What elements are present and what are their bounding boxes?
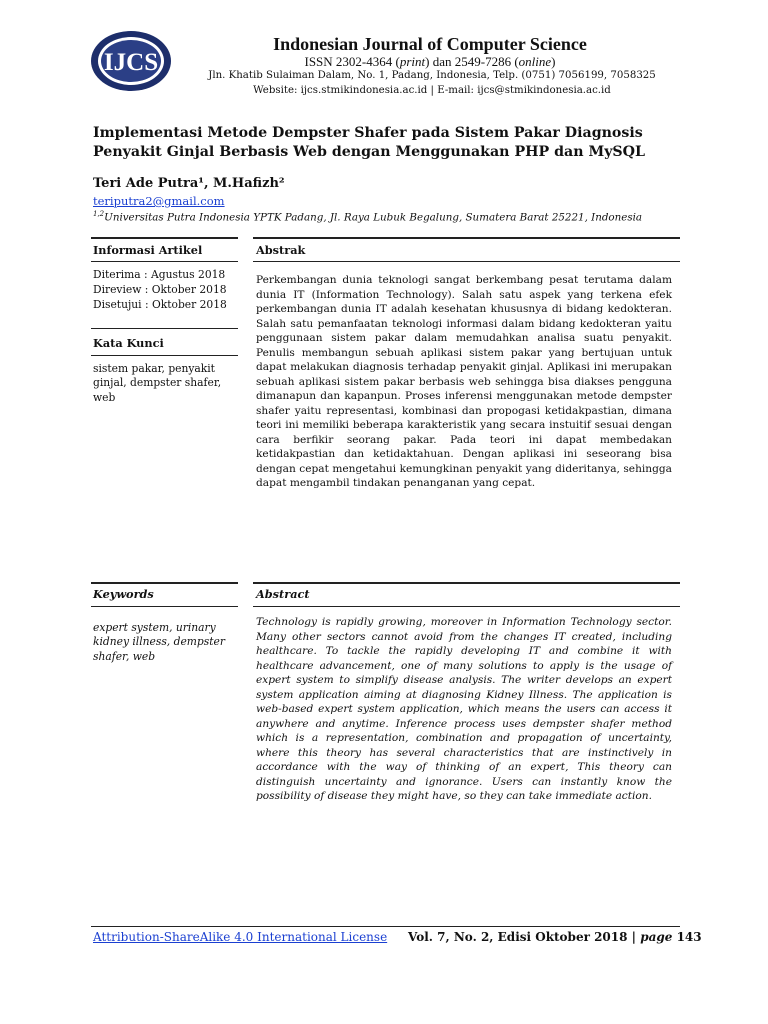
logo-text: IJCS <box>103 49 159 76</box>
divider <box>253 606 680 607</box>
kata-kunci-heading: Kata Kunci <box>93 336 164 350</box>
reviewed-date: Direview : Oktober 2018 <box>93 283 227 296</box>
divider <box>91 328 238 329</box>
volume-text: Vol. 7, No. 2, Edisi Oktober 2018 | <box>408 930 641 944</box>
abstract-text: Technology is rapidly growing, moreover in Information Technology sector. Many other sectors cannot avoid from the changes IT created, including healthcare. To tackle the rapidly developing IT and combine it with healthcare advancement, one of many solutions to apply is the usage of expert system to simplify disease analysis. The writer develops an expert system application aiming at diagnosing Kidney Illness. The application is web-based expert system application, which means the users can access it anywhere and anytime. Inference process uses dempster shafer method which is a representation, combination and propagation of uncertainty, where this theory has several characteristics that are instinctively in accordance with the way of thinking of an expert, This theory can distinguish uncertainty and ignorance. Users can instantly know the possibility of disease they might have, so they can take immediate action. <box>256 616 672 802</box>
issn-line <box>196 54 664 70</box>
affiliation-text: Universitas Putra Indonesia YPTK Padang, Jl. Raya Lubuk Begalung, Sumatera Barat 25221, Indonesia <box>104 211 643 224</box>
issn-mid: ) dan 2549-7286 ( <box>425 54 519 69</box>
divider <box>91 606 238 607</box>
affiliation-sup: 1,2 <box>93 210 105 218</box>
paper-title: Implementasi Metode Dempster Shafer pada Sistem Pakar Diagnosis Penyakit Ginjal Berbasis Web dengan Menggunakan PHP dan MySQL <box>93 125 646 160</box>
divider <box>91 237 238 239</box>
abstrak-heading: Abstrak <box>256 243 306 257</box>
ijcs-logo-icon <box>90 30 172 92</box>
journal-title: Indonesian Journal of Computer Science <box>273 34 587 54</box>
abstrak-text: Perkembangan dunia teknologi sangat berkembang pesat terutama dalam dunia IT (Information Technology). Salah satu aspek yang terkena efek perkembangan dunia IT adalah kesehatan khususnya di bidang kedokteran. Salah satu pemanfaatan teknologi informasi dalam bidang kedokteran yaitu penggunaan sistem pakar dalam memudahkan analisa suatu penyakit. Penulis membangun sebuah aplikasi sistem pakar yang bertujuan untuk dapat melakukan diagnosis terhadap penyakit ginjal. Aplikasi ini merupakan sebuah aplikasi sistem pakar berbasis web sehingga bisa diakses pengguna dimanapun dan kapanpun. Proses inferensi menggunakan metode dempster shafer yaitu representasi, kombinasi dan propogasi ketidakpastian, dimana teori ini memiliki beberapa karakteristik yang secara instuitif sesuai dengan cara berfikir seorang pakar. Pada teori ini dapat membedakan ketidakpastian dan ketidaktahuan. Dengan aplikasi ini seseorang bisa dengan cepat mengetahui kemungkinan penyakit yang dideritanya, sehingga dapat mengambil tindakan penanganan yang cepat. <box>256 274 672 489</box>
received-date: Diterima : Agustus 2018 <box>93 268 226 281</box>
abstract-heading: Abstract <box>256 587 310 601</box>
journal-logo <box>90 30 172 92</box>
page-number: 143 <box>672 930 702 944</box>
divider <box>91 261 238 262</box>
license-link[interactable]: Attribution-ShareAlike 4.0 International License <box>93 930 388 944</box>
accepted-date: Disetujui : Oktober 2018 <box>93 298 227 311</box>
issn-print: print <box>399 54 426 69</box>
divider <box>253 237 680 239</box>
issn-online: online <box>518 54 552 69</box>
website-line: Website: ijcs.stmikindonesia.ac.id | E-mail: ijcs@stmikindonesia.ac.id <box>253 85 611 96</box>
author-names: Teri Ade Putra¹, M.Hafizh² <box>93 176 285 191</box>
divider <box>91 582 238 584</box>
footer-volume <box>408 930 702 944</box>
keywords-heading: Keywords <box>93 587 154 601</box>
divider <box>91 355 238 356</box>
divider <box>253 582 680 584</box>
divider <box>253 261 680 262</box>
keywords-text: expert system, urinary kidney illness, dempster shafer, web <box>93 621 225 663</box>
affiliation <box>93 210 642 223</box>
footer-divider <box>91 926 680 927</box>
article-info-heading: Informasi Artikel <box>93 243 203 257</box>
address-line: Jln. Khatib Sulaiman Dalam, No. 1, Padang, Indonesia, Telp. (0751) 7056199, 7058325 <box>208 70 656 81</box>
issn-prefix: ISSN 2302-4364 ( <box>304 54 400 69</box>
author-email-link[interactable]: teriputra2@gmail.com <box>93 194 225 208</box>
page-label: page <box>640 930 673 944</box>
issn-suffix: ) <box>551 54 556 69</box>
kata-kunci-text: sistem pakar, penyakit ginjal, dempster shafer, web <box>93 362 222 404</box>
